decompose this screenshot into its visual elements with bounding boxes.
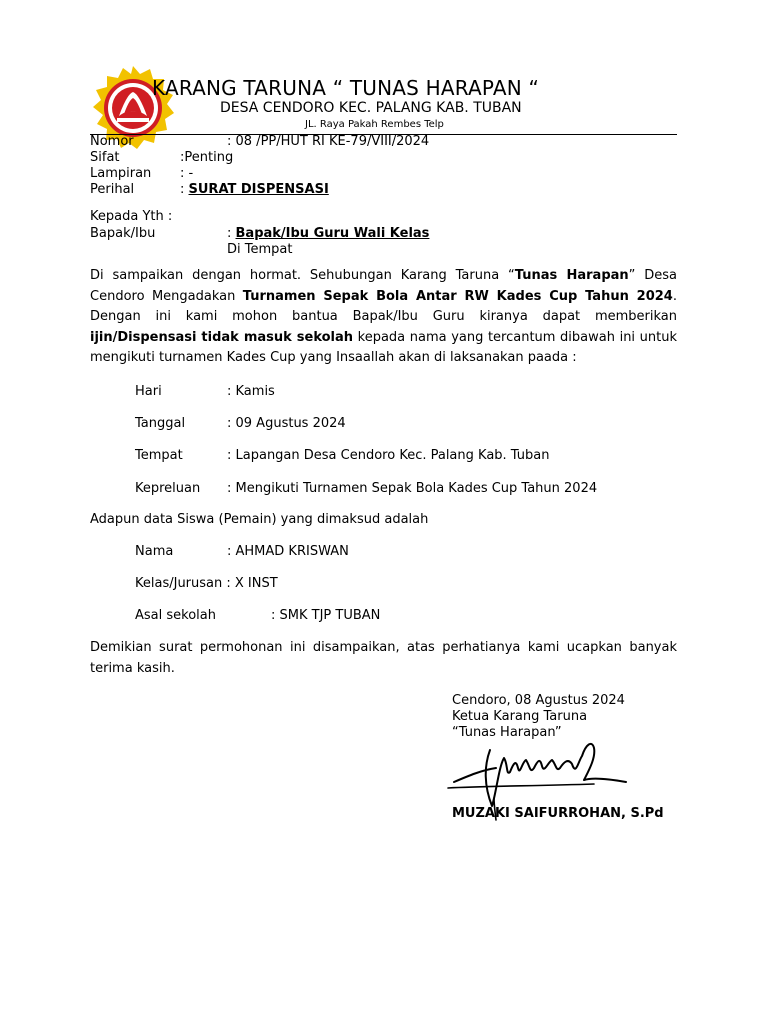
recipient-place: Di Tempat <box>227 242 293 257</box>
opening-paragraph <box>90 266 677 369</box>
keperluan-label: Kepreluan <box>135 481 201 496</box>
p1-text-g: kepada nama yang tercantum dibawah ini untuk mengikuti turnamen Kades Cup yang Insaallah akan di laksanakan paada : <box>90 329 677 365</box>
tempat-value: : Lapangan Desa Cendoro Kec. Palang Kab. Tuban <box>227 448 550 463</box>
lampiran-value: : - <box>180 166 194 181</box>
signer-organization: “Tunas Harapan” <box>452 725 562 740</box>
tempat-label: Tempat <box>135 448 183 463</box>
sifat-value: :Penting <box>180 150 234 165</box>
recipient-label: Bapak/Ibu <box>90 226 156 241</box>
hari-value: : Kamis <box>227 384 275 399</box>
hari-label: Hari <box>135 384 162 399</box>
nama-value: : AHMAD KRISWAN <box>227 544 349 559</box>
nomor-label: Nomor <box>90 134 134 149</box>
organization-subtitle: DESA CENDORO KEC. PALANG KAB. TUBAN <box>220 100 522 116</box>
keperluan-value: : Mengikuti Turnamen Sepak Bola Kades Cup Tahun 2024 <box>227 481 598 496</box>
p1-org-name: Tunas Harapan <box>514 268 629 283</box>
organization-title: KARANG TARUNA “ TUNAS HARAPAN “ <box>152 76 540 100</box>
recipient-colon: : <box>227 226 236 241</box>
p1-text-c: ” Desa Cendoro Mengadakan <box>90 268 677 304</box>
kelas-jurusan: Kelas/Jurusan : X INST <box>135 576 278 591</box>
p1-text-a: Di sampaikan dengan hormat. Sehubungan Karang Taruna “ <box>90 268 515 283</box>
sekolah-value: : SMK TJP TUBAN <box>271 608 381 623</box>
organization-address: JL. Raya Pakah Rembes Telp <box>305 119 444 130</box>
perihal-value: SURAT DISPENSASI <box>188 182 329 197</box>
p1-event-name: Turnamen Sepak Bola Antar RW Kades Cup Tahun 2024 <box>242 288 673 304</box>
perihal-label: Perihal <box>90 182 135 197</box>
closing-paragraph: Demikian surat permohonan ini disampaikan, atas perhatianya kami ucapkan banyak terima kasih. <box>90 640 677 676</box>
sifat-label: Sifat <box>90 150 120 165</box>
perihal-colon: : <box>180 182 189 197</box>
student-intro: Adapun data Siswa (Pemain) yang dimaksud adalah <box>90 512 429 527</box>
nomor-value: : 08 /PP/HUT RI KE-79/VIII/2024 <box>227 134 430 149</box>
signer-name: MUZAKI SAIFURROHAN, S.Pd <box>452 806 664 821</box>
recipient-value: Bapak/Ibu Guru Wali Kelas <box>235 226 430 241</box>
kepada-yth: Kepada Yth : <box>90 209 173 224</box>
p1-dispensation: ijin/Dispensasi tidak masuk sekolah <box>90 329 354 345</box>
perihal-field <box>180 182 329 197</box>
nama-label: Nama <box>135 544 174 559</box>
p1-text-e: . Dengan ini kami mohon bantua Bapak/Ibu Guru kiranya dapat memberikan <box>90 288 677 324</box>
sekolah-label: Asal sekolah <box>135 608 216 623</box>
tanggal-label: Tanggal <box>135 416 186 431</box>
lampiran-label: Lampiran <box>90 166 152 181</box>
tanggal-value: : 09 Agustus 2024 <box>227 416 346 431</box>
signer-position: Ketua Karang Taruna <box>452 709 588 724</box>
place-date: Cendoro, 08 Agustus 2024 <box>452 693 625 708</box>
recipient-field <box>227 226 429 241</box>
